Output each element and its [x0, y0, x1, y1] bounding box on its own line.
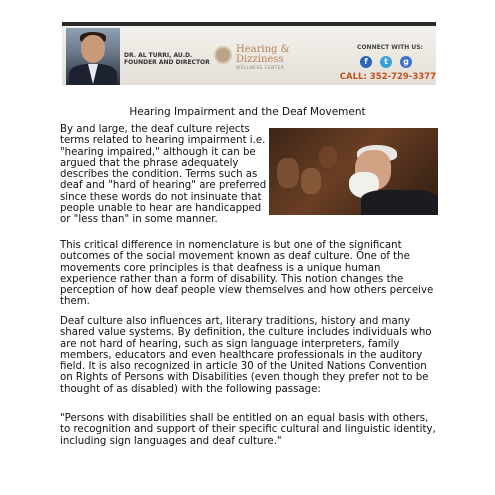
social-links: [356, 56, 426, 70]
intro-paragraph: By and large, the deaf culture rejects terms related to hearing impairment i.e. "hearing impaired," although it can be argued that the phrase adequately describes the condition. Terms such as deaf and "hard of hearing" are preferred since these words do not insinuate that people unable to hear are handicapped or "less than" in some manner.: [60, 124, 267, 226]
paragraph-culture: Deaf culture also influences art, literary traditions, history and many shared value systems. By definition, the culture includes individuals who are not hard of hearing, such as sign language interpreters, family members, educators and even healthcare professionals in the auditory field. It is also recognized in article 30 of the United Nations Convention on Rights of Persons with Disabilities (even though they prefer not to be thought of as disabled) with the following passage:: [60, 316, 432, 395]
doctor-credit: [124, 52, 224, 66]
elderly-man-photo: [269, 128, 438, 215]
logo-text-2: Dizziness: [236, 54, 284, 65]
doctor-photo: [66, 28, 120, 85]
google-icon[interactable]: g: [400, 56, 412, 68]
doctor-role: FOUNDER AND DIRECTOR: [124, 59, 210, 66]
phone-number[interactable]: CALL: 352-729-3377: [339, 72, 436, 82]
doctor-name: DR. AL TURRI, AU.D.: [124, 52, 193, 59]
twitter-icon[interactable]: t: [380, 56, 392, 68]
logo-text-1: Hearing &: [236, 44, 290, 55]
connect-label: CONNECT WITH US:: [357, 44, 423, 51]
logo-mark-icon: [214, 46, 232, 64]
paragraph-quote: "Persons with disabilities shall be entitled on an equal basis with others, to recognition and support of their specific cultural and linguistic identity, including sign languages and deaf culture.": [60, 413, 436, 447]
facebook-icon[interactable]: f: [360, 56, 372, 68]
logo-text-3: WELLNESS CENTER: [236, 66, 285, 71]
site-header: [62, 22, 436, 85]
clinic-logo[interactable]: [214, 44, 324, 74]
article-title: Hearing Impairment and the Deaf Movement: [129, 106, 366, 118]
paragraph-nomenclature: This critical difference in nomenclature is but one of the significant outcomes of the social movement known as deaf culture. One of the movements core principles is that deafness is a unique human experience rather than a form of disability. This notion changes the perception of how deaf people view themselves and how others perceive them.: [60, 240, 434, 308]
